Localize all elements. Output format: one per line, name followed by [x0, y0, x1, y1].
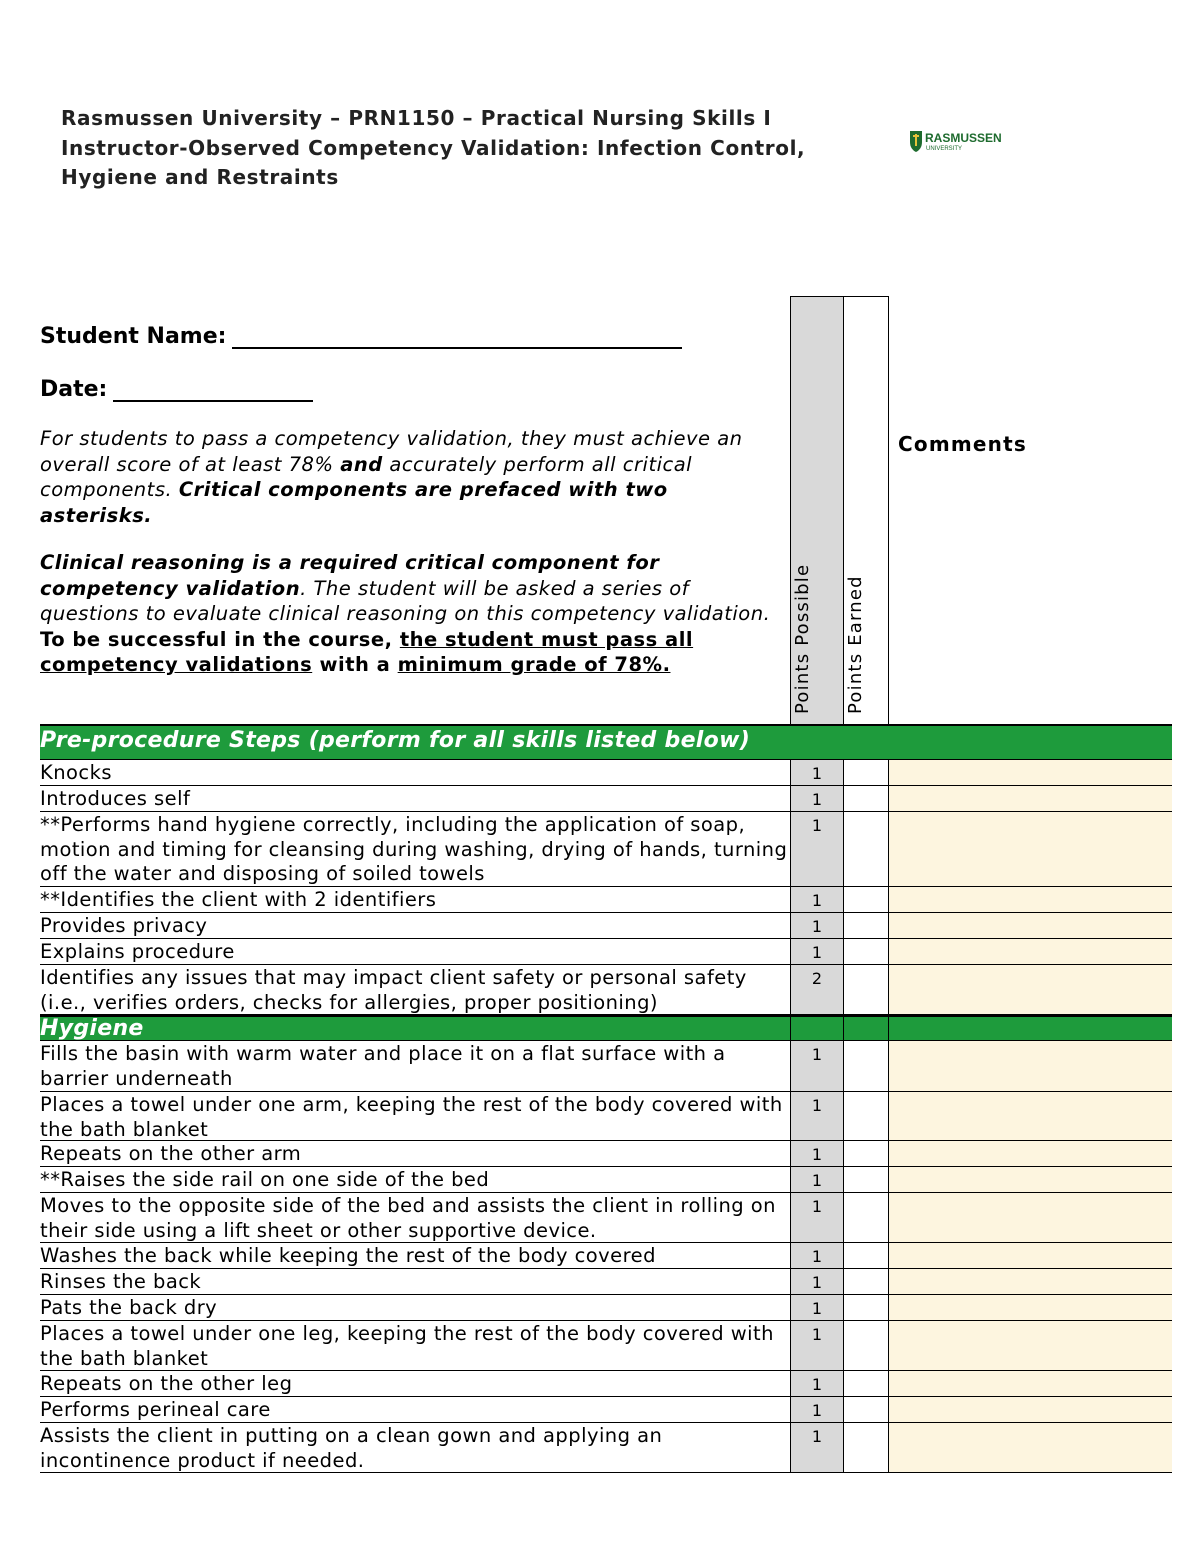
table-row — [40, 1041, 1172, 1092]
table-row — [40, 913, 1172, 939]
logo-name: RASMUSSEN — [925, 131, 1002, 145]
comments-header: Comments — [898, 432, 1027, 456]
comment-cell[interactable] — [889, 1092, 1172, 1140]
comment-cell[interactable] — [889, 887, 1172, 912]
points-possible-value: 1 — [811, 1247, 823, 1266]
points-possible-value: 1 — [811, 1401, 823, 1420]
clinical-reasoning-note: Clinical reasoning is a required critical component for competency validation. The student will be asked a series of questions to evaluate clinical reasoning on this competency validation. — [40, 551, 771, 625]
comment-cell[interactable] — [889, 1397, 1172, 1422]
points-possible-value: 1 — [811, 891, 823, 910]
comment-cell[interactable] — [889, 786, 1172, 811]
step-description: Explains procedure — [40, 940, 235, 963]
competency-table — [40, 724, 1172, 1473]
student-name-field — [40, 324, 682, 349]
date-label: Date: — [40, 377, 108, 402]
table-row — [40, 1243, 1172, 1269]
points-possible-value: 1 — [811, 1171, 823, 1190]
date-field — [40, 377, 313, 402]
step-description: Moves to the opposite side of the bed and assists the client in rolling on their side using a lift sheet or other supportive device. — [40, 1194, 776, 1242]
title-line-1: Rasmussen University – PRN1150 – Practical Nursing Skills I — [61, 106, 772, 130]
step-description: Repeats on the other arm — [40, 1142, 302, 1165]
step-description: **Performs hand hygiene correctly, including the application of soap, motion and timing for cleansing during washing, drying of hands, turning off the water and disposing of soiled towels — [40, 813, 788, 885]
step-description: Provides privacy — [40, 914, 208, 937]
comment-cell[interactable] — [889, 1141, 1172, 1166]
comment-cell[interactable] — [889, 1167, 1172, 1192]
points-possible-value: 1 — [811, 1427, 823, 1446]
points-possible-value: 1 — [811, 1197, 823, 1216]
rasmussen-logo — [908, 128, 1008, 154]
comment-cell[interactable] — [889, 1193, 1172, 1242]
points-possible-value: 1 — [811, 1045, 823, 1064]
step-description: Assists the client in putting on a clean gown and applying an incontinence product if needed. — [40, 1424, 663, 1472]
comment-cell[interactable] — [889, 1041, 1172, 1091]
points-possible-value: 1 — [811, 790, 823, 809]
section-header — [40, 724, 1172, 760]
student-name-line[interactable] — [232, 325, 682, 349]
points-possible-value: 1 — [811, 1325, 823, 1344]
points-possible-value: 2 — [811, 969, 823, 988]
title-line-2: Instructor-Observed Competency Validation: Infection Control, — [61, 135, 806, 160]
comment-cell[interactable] — [889, 1269, 1172, 1294]
points-possible-value: 1 — [811, 943, 823, 962]
pass-requirement: For students to pass a competency validation, they must achieve an overall score of at least 78% and accurately perform all critical components. Critical components are prefaced with two asterisks. — [40, 427, 743, 527]
comment-cell[interactable] — [889, 760, 1172, 785]
comment-cell[interactable] — [889, 1321, 1172, 1370]
table-row — [40, 1141, 1172, 1167]
step-description: Fills the basin with warm water and place it on a flat surface with a barrier underneath — [40, 1042, 726, 1090]
step-description: Performs perineal care — [40, 1398, 271, 1421]
table-row — [40, 1371, 1172, 1397]
step-description: Rinses the back — [40, 1270, 202, 1293]
logo-sub: UNIVERSITY — [926, 146, 963, 152]
student-name-label: Student Name: — [40, 324, 227, 349]
step-description: Repeats on the other leg — [40, 1372, 293, 1395]
points-possible-value: 1 — [811, 816, 823, 835]
step-description: Knocks — [40, 761, 112, 784]
table-row — [40, 1092, 1172, 1141]
points-possible-value: 1 — [811, 1375, 823, 1394]
points-possible-value: 1 — [811, 1273, 823, 1292]
table-row — [40, 1295, 1172, 1321]
table-row — [40, 1269, 1172, 1295]
comment-cell[interactable] — [889, 1295, 1172, 1320]
table-row — [40, 786, 1172, 812]
step-description: **Identifies the client with 2 identifiers — [40, 888, 437, 911]
step-description: Washes the back while keeping the rest of the body covered — [40, 1244, 656, 1267]
table-row — [40, 1193, 1172, 1243]
comment-cell[interactable] — [889, 1243, 1172, 1268]
step-description: Pats the back dry — [40, 1296, 218, 1319]
comment-cell[interactable] — [889, 965, 1172, 1014]
table-row — [40, 887, 1172, 913]
table-row — [40, 939, 1172, 965]
comment-cell[interactable] — [889, 812, 1172, 886]
points-possible-value: 1 — [811, 917, 823, 936]
points-possible-value: 1 — [811, 1096, 823, 1115]
table-row — [40, 812, 1172, 887]
comment-cell[interactable] — [889, 913, 1172, 938]
instructions — [40, 426, 785, 678]
success-requirement: To be successful in the course, the student must pass all competency validations with a minimum grade of 78%. — [40, 627, 694, 676]
step-description: Places a towel under one leg, keeping the rest of the body covered with the bath blanket — [40, 1322, 774, 1370]
table-row — [40, 760, 1172, 786]
points-possible-value: 1 — [811, 1299, 823, 1318]
title-line-3: Hygiene and Restraints — [61, 165, 339, 189]
points-possible-value: 1 — [811, 764, 823, 783]
date-line[interactable] — [113, 378, 313, 402]
comment-cell[interactable] — [889, 1371, 1172, 1396]
points-possible-header: Points Possible — [792, 563, 813, 714]
step-description: Places a towel under one arm, keeping the rest of the body covered with the bath blanket — [40, 1093, 783, 1141]
step-description: **Raises the side rail on one side of the bed — [40, 1168, 490, 1191]
step-description: Identifies any issues that may impact client safety or personal safety (i.e., verifies orders, checks for allergies, proper positioning) — [40, 966, 747, 1014]
document-title — [61, 104, 861, 193]
points-earned-header: Points Earned — [845, 575, 866, 714]
comment-cell[interactable] — [889, 1423, 1172, 1472]
comment-cell[interactable] — [889, 939, 1172, 964]
section-title: Pre-procedure Steps (perform for all skills listed below) — [40, 728, 751, 753]
step-description: Introduces self — [40, 787, 191, 810]
section-title: Hygiene — [40, 1016, 144, 1041]
table-row — [40, 1423, 1172, 1473]
table-row — [40, 1321, 1172, 1371]
points-possible-value: 1 — [811, 1145, 823, 1164]
table-row — [40, 965, 1172, 1015]
table-row — [40, 1167, 1172, 1193]
table-row — [40, 1397, 1172, 1423]
section-header — [40, 1015, 1172, 1041]
